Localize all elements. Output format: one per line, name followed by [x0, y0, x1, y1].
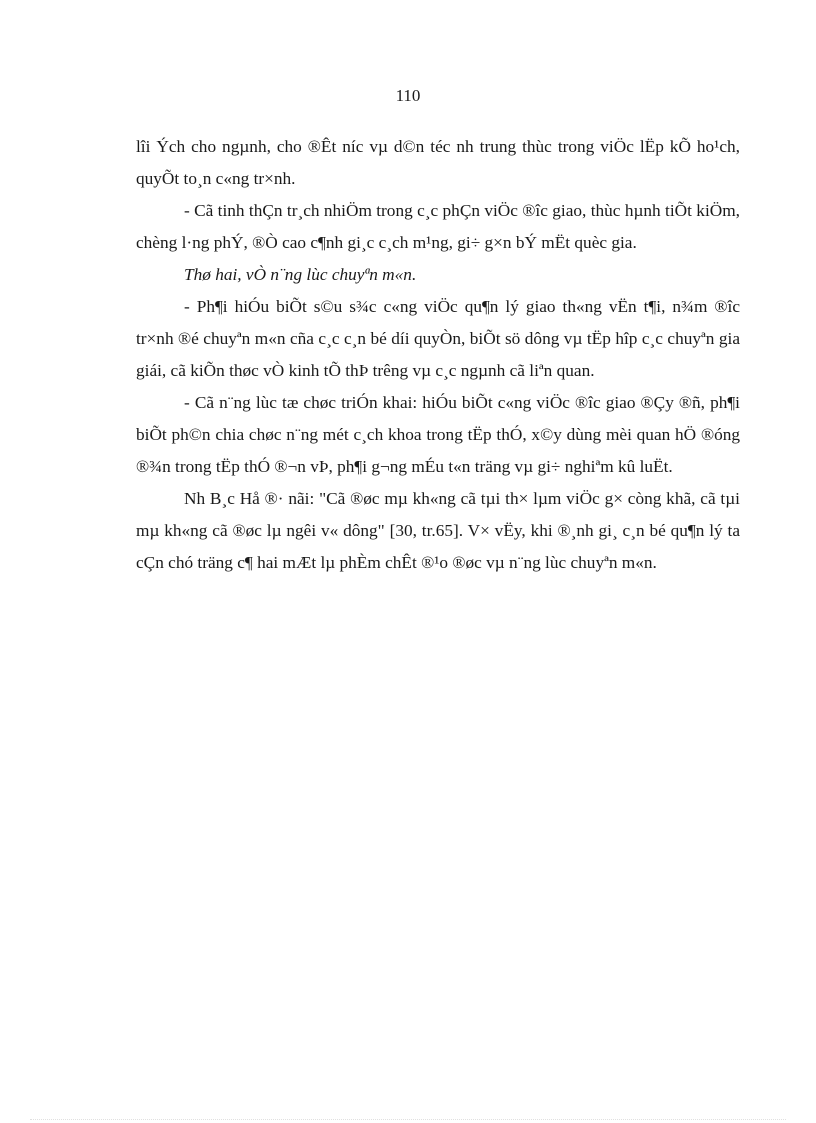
paragraph-understanding: - Ph¶i hiÓu biÕt s©u s¾c c«ng viÖc qu¶n lý giao th«ng vËn t¶i, n¾m ®îc tr×nh ®é chuyªn m«n cña c¸c c¸n bé díi quyÒn, biÕt sö dông vµ tËp hîp c¸c chuyªn gia giái, cã kiÕn thøc vÒ kinh tÕ thÞ trêng vµ c¸c ngµnh cã liªn quan. [136, 297, 740, 380]
paragraph-quote: Nh B¸c Hå ®· nãi: "Cã ®øc mµ kh«ng cã tµi th× lµm viÖc g× còng khã, cã tµi mµ kh«ng cã ®øc lµ ngêi v« dông" [30, tr.65]. V× vËy, khi ®¸nh gi¸ c¸n bé qu¶n lý ta cÇn chó träng c¶ hai mÆt lµ phÈm chÊt ®¹o ®øc vµ n¨ng lùc chuyªn m«n. [136, 489, 740, 572]
page-number: 110 [395, 86, 421, 105]
paragraph-organizing: - Cã n¨ng lùc tæ chøc triÓn khai: hiÓu biÕt c«ng viÖc ®îc giao ®Çy ®ñ, ph¶i biÕt ph©n chia chøc n¨ng mét c¸ch khoa trong tËp thÓ, x©y dùng mèi quan hÖ ®óng ®¾n trong tËp thÓ ®¬n vÞ, ph¶i g¬ng mÉu t«n träng vµ gi÷ nghiªm kû luËt. [136, 393, 740, 476]
paragraph-responsibility: - Cã tinh thÇn tr¸ch nhiÖm trong c¸c phÇn viÖc ®îc giao, thùc hµnh tiÕt kiÖm, chèng l·ng phÝ, ®Ò cao c¶nh gi¸c c¸ch m¹ng, gi÷ g×n bÝ mËt quèc gia. [136, 201, 740, 252]
document-body [136, 131, 740, 579]
paragraph-continuation: lîi Ých cho ngµnh, cho ®Êt níc vµ d©n téc nh trung thùc trong viÖc lËp kÕ ho¹ch, quyÕt to¸n c«ng tr×nh. [136, 137, 740, 188]
section-heading-second: Thø hai, vÒ n¨ng lùc chuyªn m«n. [184, 265, 417, 284]
page-bottom-divider [30, 1119, 786, 1120]
